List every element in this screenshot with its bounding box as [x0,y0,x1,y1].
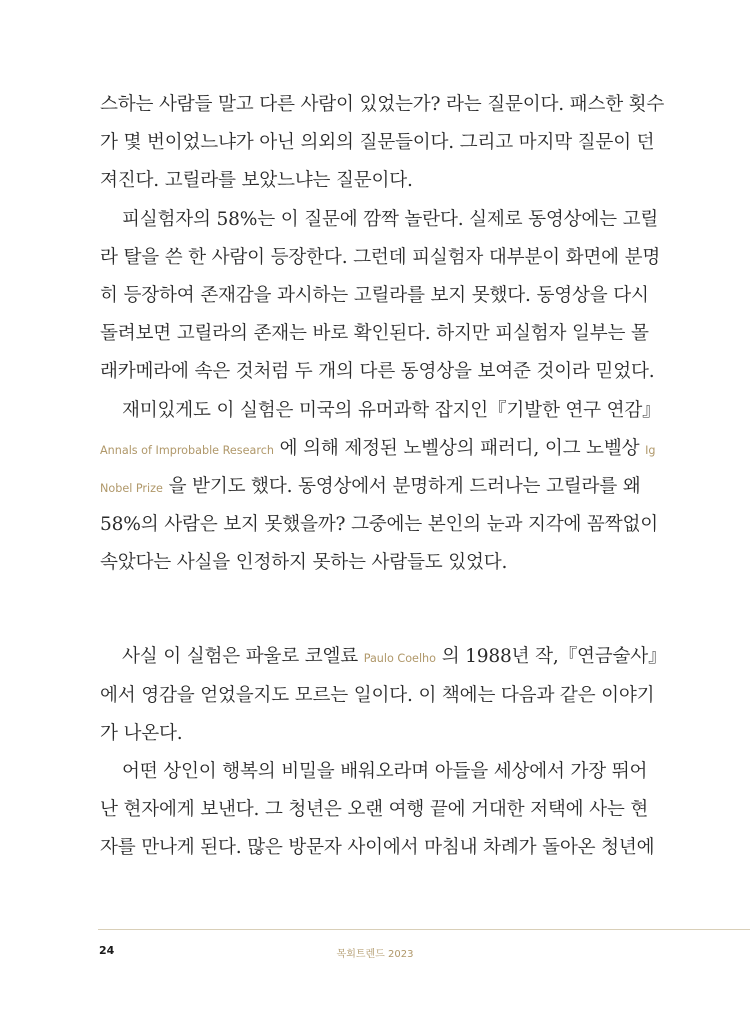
english-gloss: Nobel Prize [100,481,163,495]
english-gloss: Paulo Coelho [363,652,436,666]
text-line: 58%의 사람은 보지 못했을까? 그중에는 본인의 눈과 지각에 꼼짝없이 [100,514,658,536]
text-line: 가 몇 번이었느냐가 아닌 의외의 질문들이다. 그리고 마지막 질문이 던 [100,132,655,154]
text-line: Annals of Improbable Research 에 의해 제정된 노벨상의 패러디, 이그 노벨상 Ig [100,437,656,459]
text-line: 래카메라에 속은 것처럼 두 개의 다른 동영상을 보여준 것이라 믿었다. [100,361,655,383]
running-title: 목회트렌드 2023 [336,949,414,960]
text-line: 자를 만나게 된다. 많은 방문자 사이에서 마침내 차례가 돌아온 청년에 [100,837,655,859]
text-line: 재미있게도 이 실험은 미국의 유머과학 잡지인『기발한 연구 연감』 [122,399,661,421]
text-line: 라 탈을 쓴 한 사람이 등장한다. 그런데 피실험자 대부분이 화면에 분명 [100,246,661,268]
text-line: 난 현자에게 보낸다. 그 청년은 오랜 여행 끝에 거대한 저택에 사는 현 [100,799,649,821]
english-gloss: Annals of Improbable Research [100,443,274,457]
text-line: 스하는 사람들 말고 다른 사람이 있었는가? 라는 질문이다. 패스한 횟수 [100,94,665,115]
text-line: 돌려보면 고릴라의 존재는 바로 확인된다. 하지만 피실험자 일부는 몰 [100,323,649,345]
body-text [100,86,667,868]
text-line: 속았다는 사실을 인정하지 못하는 사람들도 있었다. [100,552,508,574]
text-line: 가 나온다. [100,722,183,744]
text-line: 어떤 상인이 행복의 비밀을 배워오라며 아들을 세상에서 가장 뛰어 [122,761,648,782]
text-line: Nobel Prize 을 받기도 했다. 동영상에서 분명하게 드러나는 고릴라를 왜 [100,475,641,497]
text-line: 히 등장하여 존재감을 과시하는 고릴라를 보지 못했다. 동영상을 다시 [100,284,649,306]
english-gloss: Ig [645,443,656,457]
text-line: 사실 이 실험은 파울로 코엘료 Paulo Coelho 의 1988년 작,『연금술사』 [122,646,667,668]
text-line: 져진다. 고릴라를 보았느냐는 질문이다. [100,170,413,192]
text-line: 피실험자의 58%는 이 질문에 깜짝 놀란다. 실제로 동영상에는 고릴 [122,208,659,230]
paragraph-gap [100,582,628,638]
footer-divider [98,929,750,930]
text-line: 에서 영감을 얻었을지도 모르는 일이다. 이 책에는 다음과 같은 이야기 [100,684,655,706]
page-number: 24 [99,944,115,957]
